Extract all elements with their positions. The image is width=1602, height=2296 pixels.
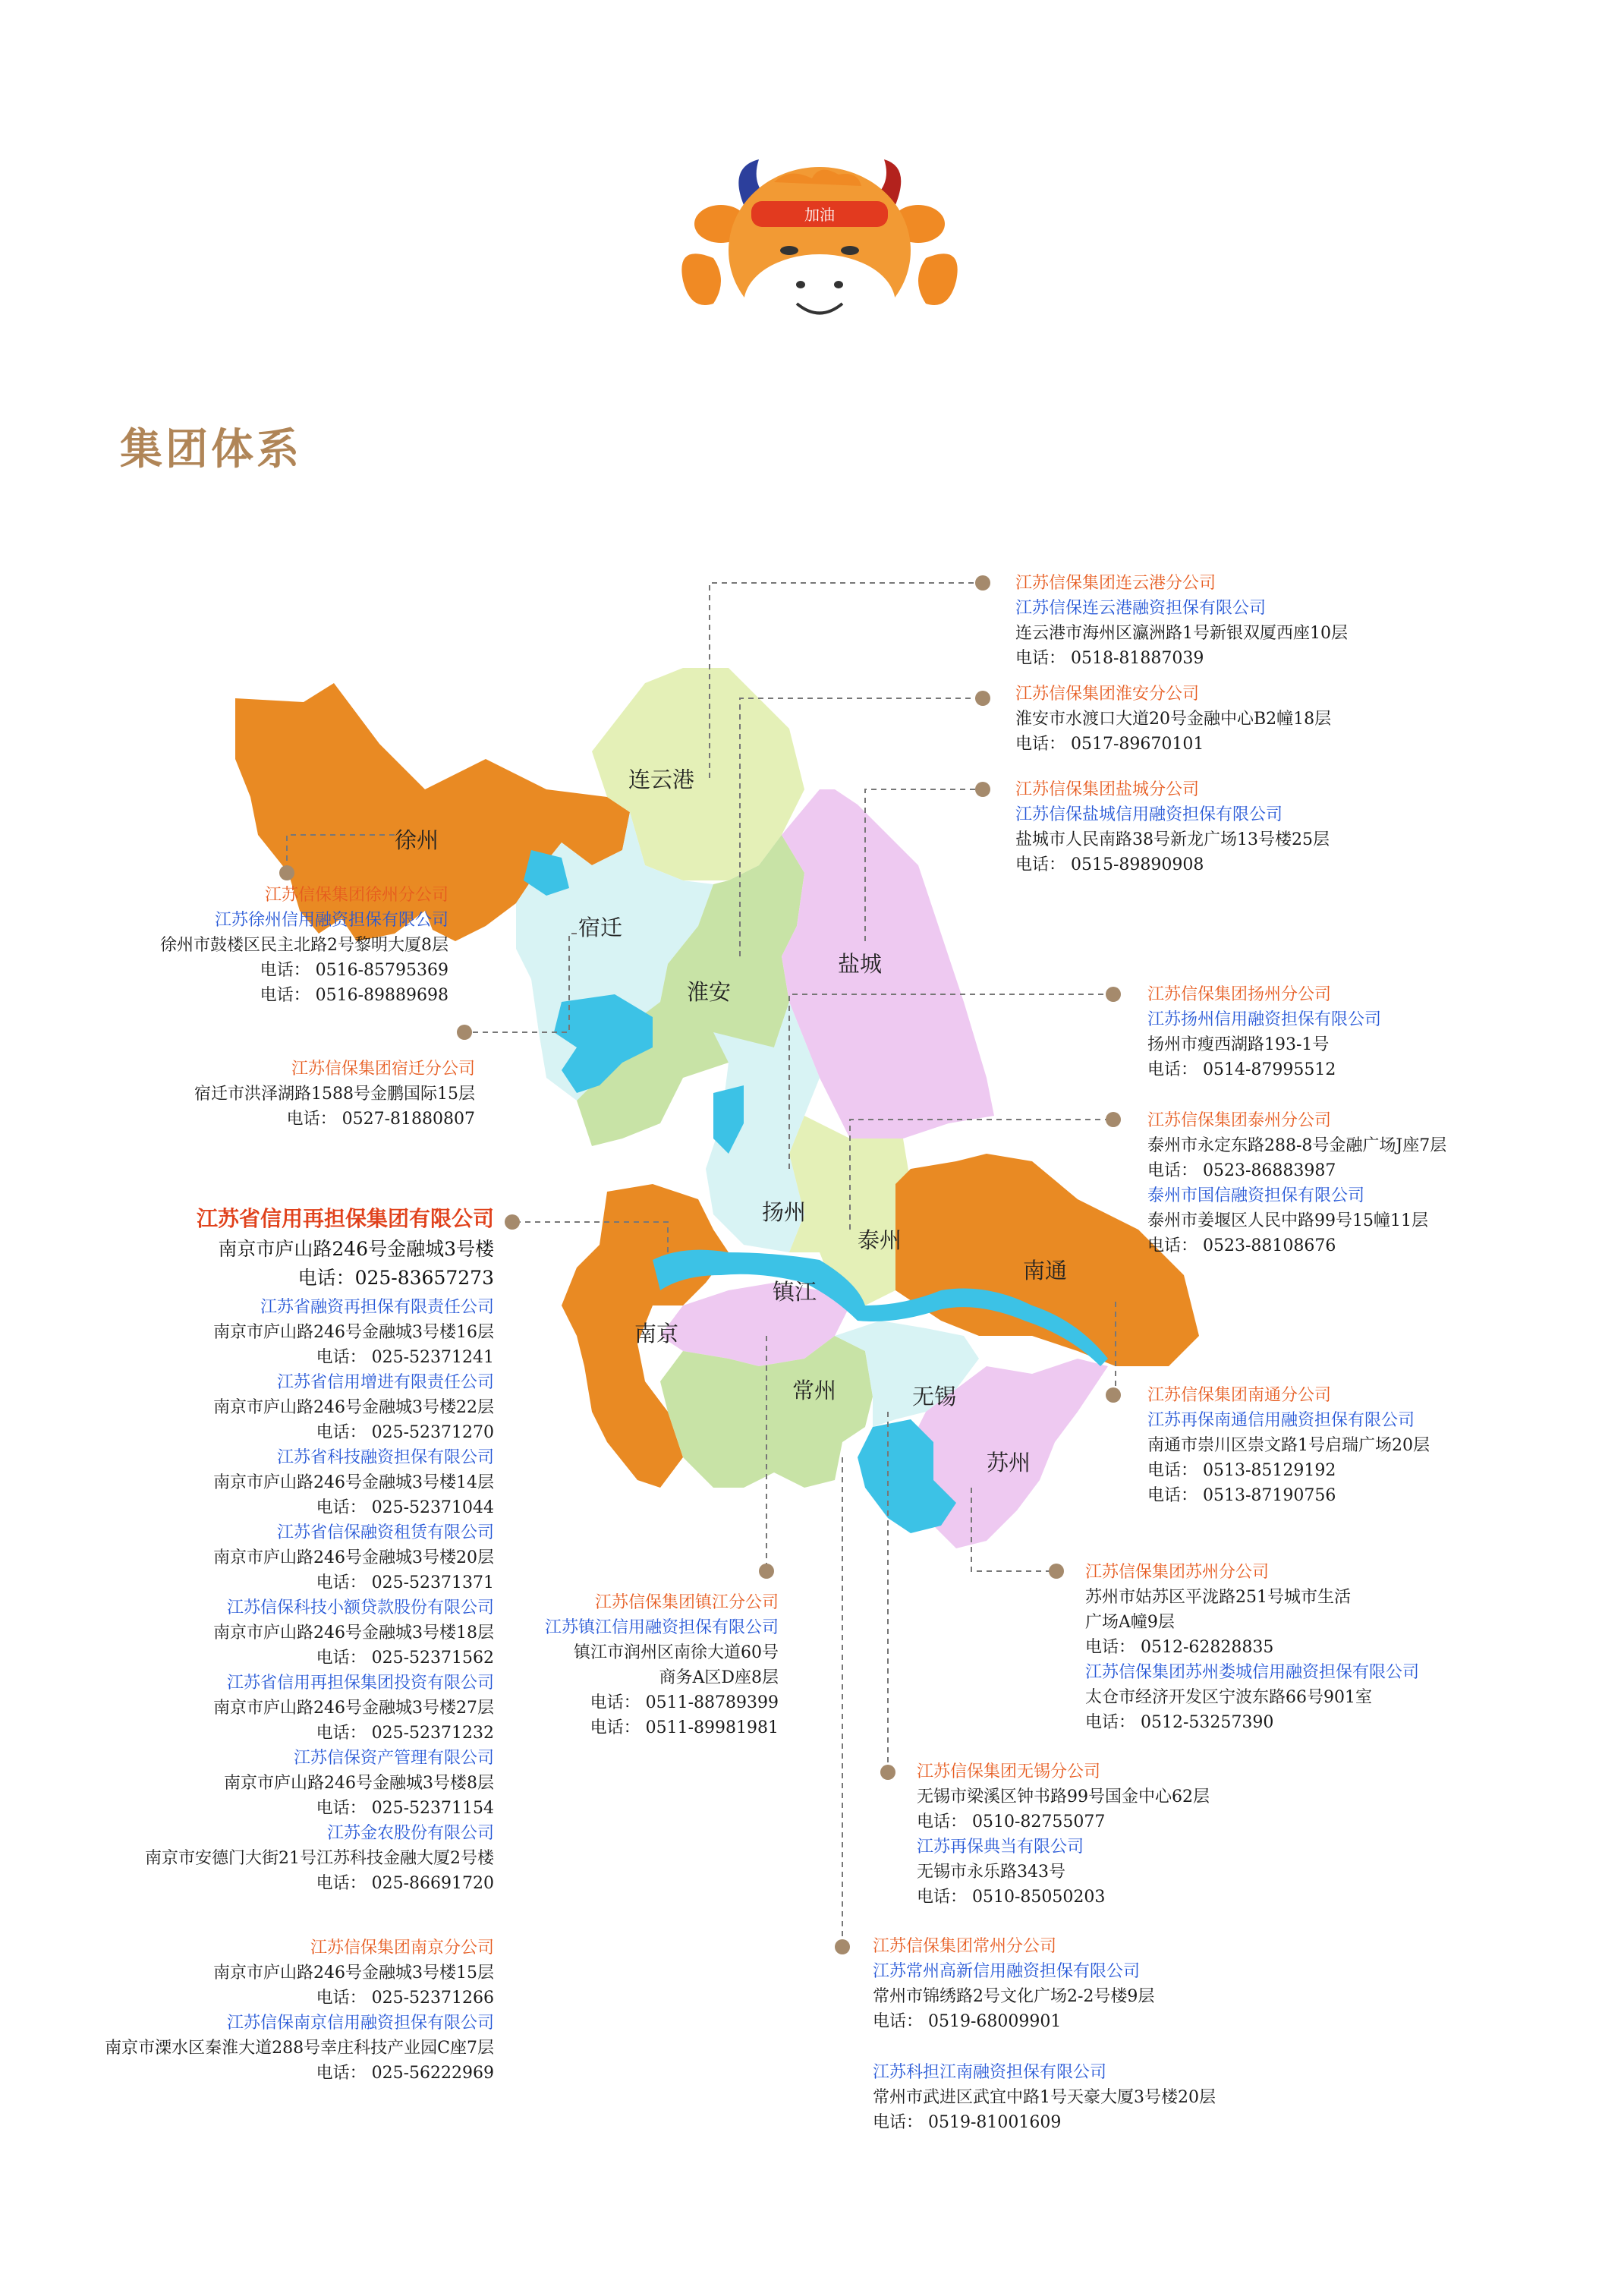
phone: 电话： 0512-62828835 [1085,1638,1274,1657]
address: 南京市庐山路246号金融城3号楼27层 [213,1699,494,1718]
branch-name: 江苏信保集团淮安分公司 [1015,685,1200,704]
address: 南京市溧水区秦淮大道288号幸庄科技产业园C座7层 [105,2039,494,2058]
address: 徐州市鼓楼区民主北路2号黎明大厦8层 [160,936,448,955]
phone: 电话： 025-52371270 [316,1423,494,1442]
phone: 电话： 0511-89981981 [590,1718,779,1737]
address: 连云港市海州区瀛洲路1号新银双厦西座10层 [1015,624,1348,643]
company-name: 江苏信保连云港融资担保有限公司 [1015,599,1267,618]
address: 常州市武进区武宜中路1号天豪大厦3号楼20层 [873,2088,1216,2107]
city-label: 扬州 [762,1199,807,1225]
company-name: 江苏徐州信用融资担保有限公司 [214,911,448,930]
city-label: 苏州 [987,1450,1031,1476]
zhenjiang-info [545,1590,779,1740]
phone: 电话： 025-52371266 [316,1989,494,2008]
yancheng-info [1015,777,1330,877]
address: 南通市崇川区崇文路1号启瑞广场20层 [1147,1436,1430,1455]
branch-name: 江苏信保集团连云港分公司 [1015,574,1216,593]
company-name: 江苏信保盐城信用融资担保有限公司 [1015,805,1283,824]
company-name: 江苏常州高新信用融资担保有限公司 [873,1962,1141,1981]
nantong-info [1147,1383,1430,1508]
address: 南京市庐山路246号金融城3号楼16层 [213,1323,494,1342]
suzhou-info [1085,1560,1419,1735]
branch-name: 江苏信保集团徐州分公司 [264,886,448,905]
phone: 电话： 025-56222969 [316,2064,494,2083]
phone: 电话： 0527-81880807 [286,1110,475,1129]
yangzhou-info [1147,982,1381,1082]
company-name: 江苏省信用增进有限责任公司 [276,1373,494,1392]
phone: 电话： 0514-87995512 [1147,1060,1336,1079]
branch-name: 江苏信保集团南通分公司 [1147,1386,1332,1405]
phone: 电话： 0510-82755077 [917,1813,1106,1831]
phone: 电话： 0519-81001609 [873,2113,1062,2132]
city-label: 宿迁 [578,915,623,940]
svg-text:加油: 加油 [804,206,835,224]
company-name: 江苏信保科技小额贷款股份有限公司 [226,1598,494,1617]
hq-info [197,1203,494,1293]
address: 盐城市人民南路38号新龙广场13号楼25层 [1015,830,1330,849]
huaian-info [1015,682,1331,757]
company-name: 江苏信保资产管理有限公司 [293,1749,494,1768]
company-name: 江苏再保南通信用融资担保有限公司 [1147,1411,1415,1430]
address: 南京市庐山路246号金融城3号楼8层 [224,1774,494,1793]
phone: 电话： 0517-89670101 [1015,735,1204,754]
phone: 电话： 0519-68009901 [873,2012,1062,2031]
branch-name: 江苏信保集团泰州分公司 [1147,1111,1332,1130]
address: 淮安市水渡口大道20号金融中心B2幢18层 [1015,710,1332,729]
branch-name: 江苏信保集团盐城分公司 [1015,780,1200,799]
nanjing-branch [105,1935,494,2086]
city-label: 南京 [634,1321,679,1346]
phone: 电话： 025-52371232 [316,1724,494,1743]
address: 南京市庐山路246号金融城3号楼22层 [213,1398,494,1417]
address: 扬州市瘦西湖路193-1号 [1147,1035,1330,1054]
address: 镇江市润州区南徐大道60号 [574,1643,779,1662]
company-name: 江苏省信用再担保集团投资有限公司 [226,1674,494,1693]
address: 宿迁市洪泽湖路1588号金鹏国际15层 [194,1085,475,1104]
branch-name: 江苏信保集团宿迁分公司 [291,1060,475,1079]
phone: 电话： 0523-88108676 [1147,1236,1336,1255]
city-label: 连云港 [628,767,695,792]
city-label: 徐州 [395,827,439,853]
address: 无锡市梁溪区钟书路99号国金中心62层 [917,1787,1210,1806]
page-title: 集团体系 [120,425,302,474]
company-name: 江苏金农股份有限公司 [326,1824,494,1843]
address: 泰州市姜堰区人民中路99号15幢11层 [1147,1211,1428,1230]
changzhou-info [873,1934,1154,2034]
phone: 电话： 0513-87190756 [1147,1486,1336,1505]
city-label: 泰州 [858,1227,902,1253]
phone: 电话： 025-52371241 [316,1348,494,1367]
address: 南京市庐山路246号金融城3号楼18层 [213,1624,494,1642]
company-name: 江苏省科技融资担保有限公司 [276,1448,494,1467]
phone: 电话： 0515-89890908 [1015,855,1204,874]
company-name: 江苏信保集团苏州娄城信用融资担保有限公司 [1085,1663,1420,1682]
city-label: 盐城 [838,951,883,977]
lianyungang-info [1015,571,1348,671]
xuzhou-info [160,883,448,1008]
company-name: 江苏科担江南融资担保有限公司 [873,2063,1107,2082]
phone: 电话： 0512-53257390 [1085,1713,1274,1732]
city-label: 常州 [792,1378,837,1403]
wuxi-info [917,1759,1210,1910]
phone: 电话： 0518-81887039 [1015,649,1204,668]
address: 常州市锦绣路2号文化广场2-2号楼9层 [873,1987,1155,2006]
company-name: 江苏扬州信用融资担保有限公司 [1147,1010,1382,1029]
address: 南京市庐山路246号金融城3号楼15层 [213,1964,494,1983]
company-name: 江苏省融资再担保有限责任公司 [260,1298,494,1317]
changzhou-info-2 [873,2060,1216,2135]
address: 苏州市姑苏区平泷路251号城市生活 [1085,1588,1351,1607]
address: 南京市安德门大街21号江苏科技金融大厦2号楼 [145,1849,494,1868]
company-name: 江苏信保南京信用融资担保有限公司 [226,2014,494,2033]
phone: 电话： 0516-85795369 [260,961,448,980]
phone: 电话： 0510-85050203 [917,1888,1106,1907]
address: 南京市庐山路246号金融城3号楼20层 [213,1548,494,1567]
address: 无锡市永乐路343号 [917,1863,1065,1882]
hq-name: 江苏省信用再担保集团有限公司 [196,1206,494,1231]
company-name: 江苏再保典当有限公司 [917,1838,1084,1857]
branch-name: 江苏信保集团常州分公司 [873,1937,1057,1956]
address: 广场A幢9层 [1085,1613,1175,1632]
phone: 电话： 025-52371154 [316,1799,494,1818]
city-label: 淮安 [687,979,732,1005]
address: 太仓市经济开发区宁波东路66号901室 [1085,1688,1372,1707]
phone: 电话： 0511-88789399 [590,1693,779,1712]
phone: 电话： 0516-89889698 [260,986,448,1005]
city-label: 南通 [1023,1258,1068,1283]
phone: 电话： 025-86691720 [316,1874,494,1893]
branch-name: 江苏信保集团南京分公司 [310,1939,494,1957]
phone: 电话： 0523-86883987 [1147,1161,1336,1180]
phone: 电话： 025-52371044 [316,1498,494,1517]
suqian-info [194,1057,475,1132]
phone: 电话： 025-52371371 [316,1573,494,1592]
phone: 电话： 025-52371562 [316,1649,494,1668]
address: 商务A区D座8层 [659,1668,779,1687]
hq-phone: 电话：025-83657273 [297,1267,494,1289]
branch-name: 江苏信保集团无锡分公司 [917,1762,1101,1781]
company-name: 江苏省信保融资租赁有限公司 [276,1523,494,1542]
branch-name: 江苏信保集团镇江分公司 [594,1593,779,1612]
branch-name: 江苏信保集团苏州分公司 [1085,1563,1270,1582]
phone: 电话： 0513-85129192 [1147,1461,1336,1480]
branch-name: 江苏信保集团扬州分公司 [1147,985,1332,1004]
hq-address: 南京市庐山路246号金融城3号楼 [218,1238,494,1260]
address: 南京市庐山路246号金融城3号楼14层 [213,1473,494,1492]
city-label: 镇江 [773,1279,817,1305]
address: 泰州市永定东路288-8号金融广场J座7层 [1147,1136,1447,1155]
taizhou-info [1147,1108,1446,1258]
city-label: 无锡 [912,1384,957,1409]
nanjing-subsidiaries [145,1295,494,1896]
company-name: 泰州市国信融资担保有限公司 [1147,1186,1365,1205]
company-name: 江苏镇江信用融资担保有限公司 [544,1618,779,1637]
